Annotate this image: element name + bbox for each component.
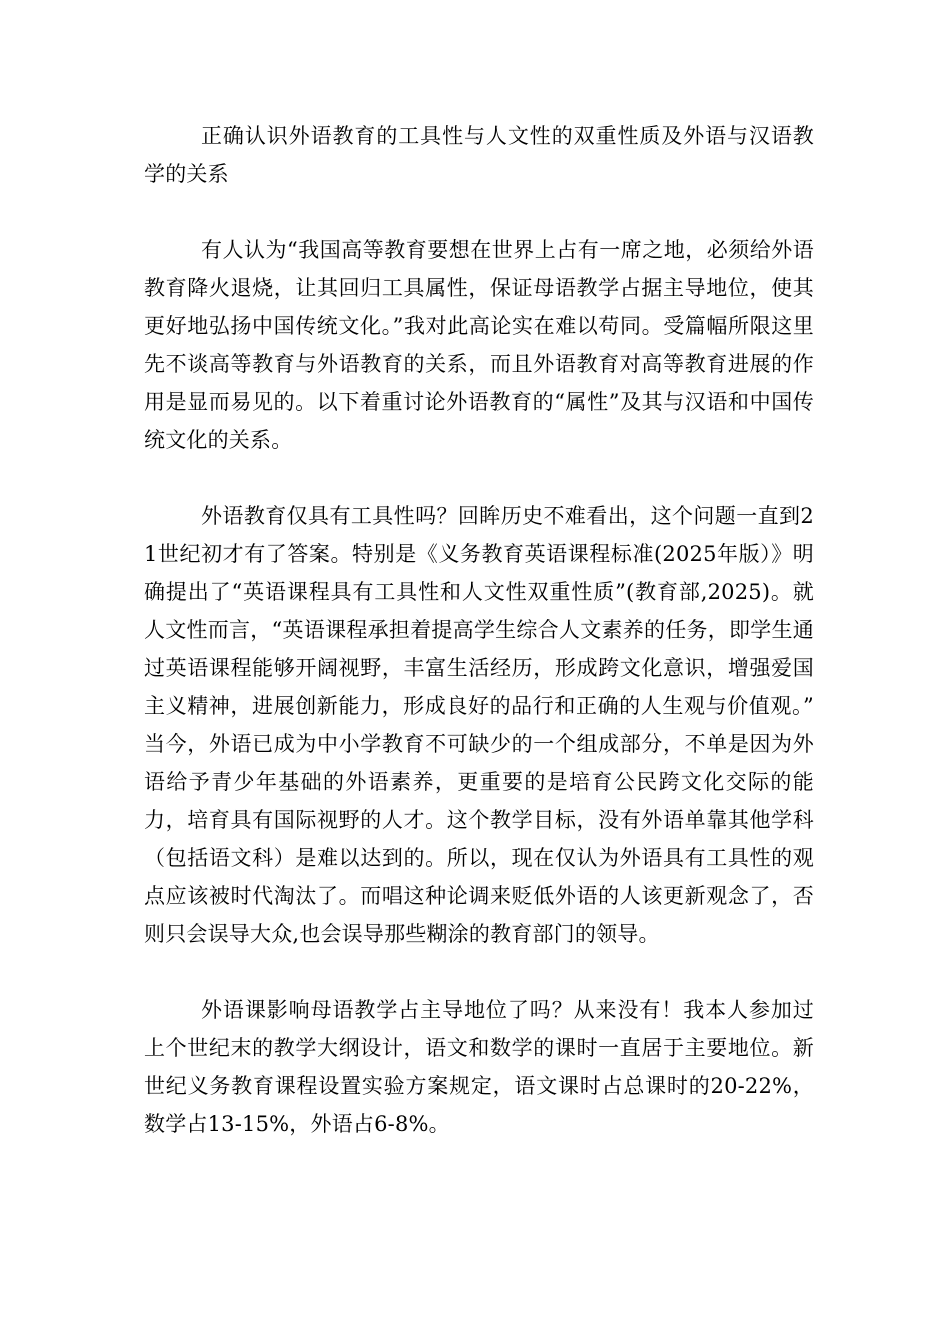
document-title: 正确认识外语教育的工具性与人文性的双重性质及外语与汉语教学的关系 — [144, 124, 814, 186]
paragraph-1: 有人认为“我国高等教育要想在世界上占有一席之地，必须给外语教育降火退烧，让其回归工具属性，保证母语教学占据主导地位，使其更好地弘扬中国传统文化。”我对此高论实在难以苟同。受篇幅所限这里先不谈高等教育与外语教育的关系，而且外语教育对高等教育进展的作用是显而易见的。以下着重讨论外语教育的“属性”及其与汉语和中国传统文化的关系。 — [144, 238, 814, 452]
paragraph-3: 外语课影响母语教学占主导地位了吗？从来没有！我本人参加过上个世纪末的教学大纲设计，语文和数学的课时一直居于主要地位。新世纪义务教育课程设置实验方案规定，语文课时占总课时的20-22%，数学占13-15%，外语占6-8%。 — [144, 998, 814, 1136]
paragraph-2: 外语教育仅具有工具性吗？回眸历史不难看出，这个问题一直到21世纪初才有了答案。特别是《义务教育英语课程标准(2025年版）》明确提出了“英语课程具有工具性和人文性双重性质”(教育部,2025)。就人文性而言，“英语课程承担着提高学生综合人文素养的任务，即学生通过英语课程能够开阔视野，丰富生活经历，形成跨文化意识，增强爱国主义精神，进展创新能力，形成良好的品行和正确的人生观与价值观。” 当今，外语已成为中小学教育不可缺少的一个组成部分，不单是因为外语给予青少年基础的外语素养，更重要的是培育公民跨文化交际的能力，培育具有国际视野的人才。这个教学目标，没有外语单靠其他学科（包括语文科）是难以达到的。所以，现在仅认为外语具有工具性的观点应该被时代淘汰了。而唱这种论调来贬低外语的人该更新观念了，否则只会误导大众,也会误导那些糊涂的教育部门的领导。 — [144, 504, 814, 946]
document-page — [144, 117, 814, 1143]
